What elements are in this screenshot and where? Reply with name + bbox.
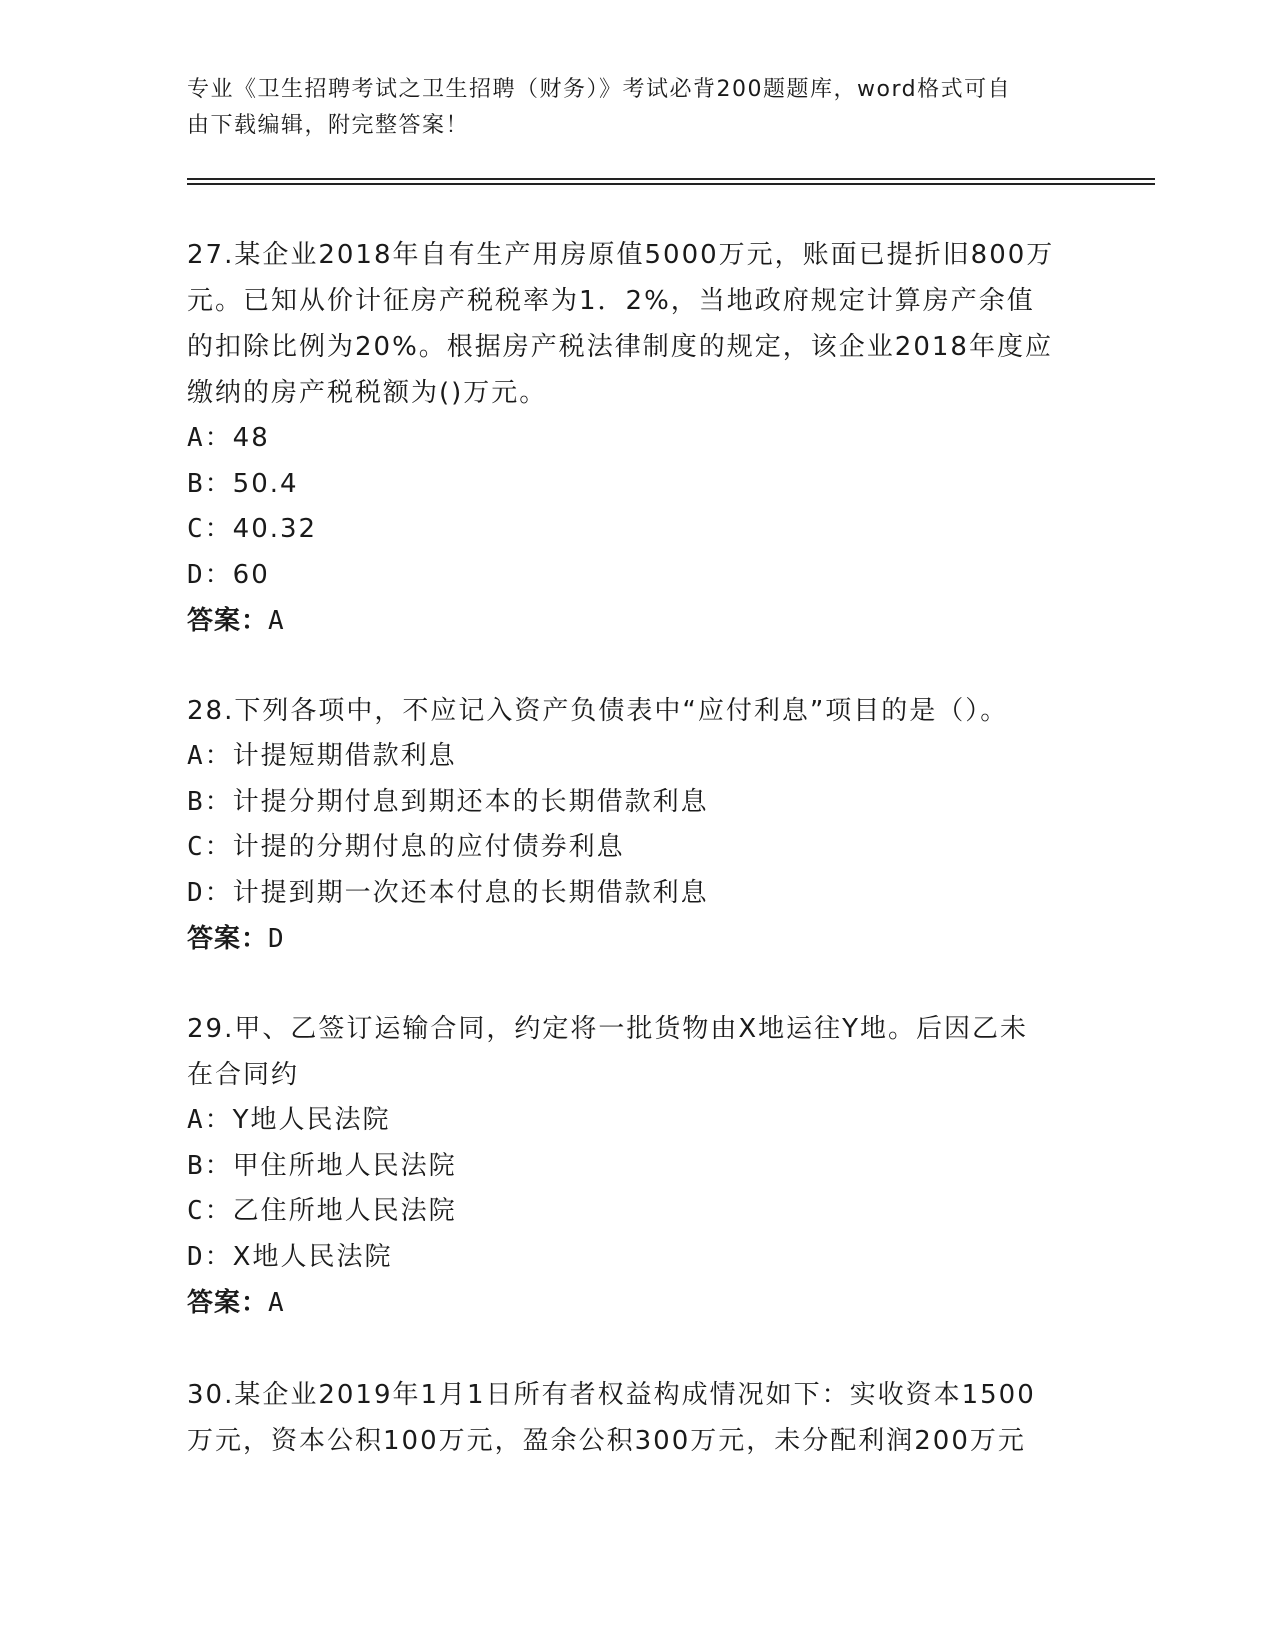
question-stem-line: 27.某企业2018年自有生产用房原值5000万元，账面已提折旧800万 — [187, 240, 1055, 270]
answer-line — [187, 1280, 1087, 1326]
question-stem-line: 元。已知从价计征房产税税率为1．2%，当地政府规定计算房产余值 — [187, 286, 1035, 316]
option-text: 40.32 — [232, 514, 318, 544]
option-key: D： — [187, 1241, 233, 1272]
option-text: 计提短期借款利息 — [232, 741, 457, 771]
option-text: Y地人民法院 — [232, 1105, 391, 1135]
header-divider-top — [187, 178, 1155, 180]
answer-label: 答案： — [187, 924, 269, 954]
option-key: A： — [187, 423, 233, 453]
question-stem-line: 30.某企业2019年1月1日所有者权益构成情况如下：实收资本1500 — [187, 1380, 1036, 1410]
answer-label: 答案： — [187, 1288, 269, 1318]
option-text: 甲住所地人民法院 — [232, 1150, 457, 1181]
question-stem-line: 的扣除比例为20%。根据房产税法律制度的规定，该企业2018年度应 — [187, 332, 1053, 362]
option-a — [187, 734, 1087, 780]
option-key: C： — [187, 1196, 233, 1226]
option-key: A： — [187, 1105, 233, 1135]
option-c — [187, 1189, 1087, 1235]
header-line-2: 由下载编辑，附完整答案！ — [187, 113, 470, 138]
document-header — [187, 72, 1087, 144]
question-stem-line: 万元，资本公积100万元，盈余公积300万元，未分配利润200万元 — [187, 1426, 1026, 1456]
question-stem-line: 缴纳的房产税税额为()万元。 — [187, 378, 548, 408]
option-b — [187, 462, 1087, 508]
question-27 — [187, 232, 1087, 644]
question-28 — [187, 688, 1087, 962]
answer-line — [187, 598, 1087, 644]
option-a — [187, 416, 1087, 462]
option-key: C： — [187, 832, 233, 862]
question-stem-line: 在合同约 — [187, 1060, 300, 1090]
question-stem-line: 28.下列各项中，不应记入资产负债表中“应付利息”项目的是（）。 — [187, 696, 1009, 726]
question-30 — [187, 1372, 1087, 1464]
option-d — [187, 871, 1087, 917]
option-text: 计提分期付息到期还本的长期借款利息 — [232, 786, 709, 817]
header-line-1: 专业《卫生招聘考试之卫生招聘（财务）》考试必背200题题库，word格式可自 — [187, 77, 1012, 102]
option-key: B： — [187, 786, 233, 817]
answer-label: 答案： — [187, 606, 269, 636]
answer-value: D — [268, 924, 285, 954]
question-stem-line: 29.甲、乙签订运输合同，约定将一批货物由X地运往Y地。后因乙未 — [187, 1014, 1029, 1044]
option-d — [187, 553, 1087, 599]
answer-line — [187, 916, 1087, 962]
option-text: 48 — [232, 423, 270, 453]
option-d — [187, 1235, 1087, 1281]
option-b — [187, 1144, 1087, 1190]
option-key: A： — [187, 741, 233, 771]
question-29 — [187, 1006, 1087, 1326]
option-text: X地人民法院 — [232, 1241, 393, 1272]
option-c — [187, 507, 1087, 553]
option-text: 计提的分期付息的应付债券利息 — [232, 832, 625, 862]
option-text: 50.4 — [232, 468, 299, 499]
option-b — [187, 780, 1087, 826]
option-text: 计提到期一次还本付息的长期借款利息 — [232, 877, 709, 908]
option-a — [187, 1098, 1087, 1144]
header-divider-bottom — [187, 183, 1155, 185]
answer-value: A — [268, 1288, 285, 1318]
option-key: B： — [187, 468, 233, 499]
option-text: 乙住所地人民法院 — [232, 1196, 457, 1226]
option-key: C： — [187, 514, 233, 544]
option-key: D： — [187, 559, 233, 590]
option-text: 60 — [232, 559, 270, 590]
option-c — [187, 825, 1087, 871]
option-key: B： — [187, 1150, 233, 1181]
option-key: D： — [187, 877, 233, 908]
answer-value: A — [268, 606, 285, 636]
